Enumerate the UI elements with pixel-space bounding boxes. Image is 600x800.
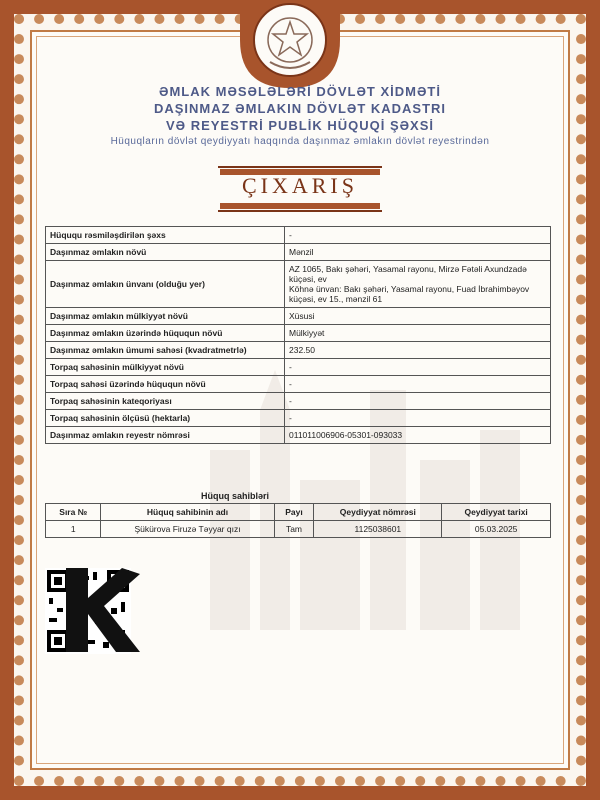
issuer-line-2: DAŞINMAZ ƏMLAKIN DÖVLƏT KADASTRI bbox=[153, 101, 447, 116]
field-label: Daşınmaz əmlakın mülkiyyət növü bbox=[46, 308, 285, 325]
field-value: - bbox=[285, 359, 551, 376]
column-header: Hüquq sahibinin adı bbox=[101, 504, 274, 521]
document-title: ÇIXARIŞ bbox=[241, 173, 358, 198]
registration-number: 1125038601 bbox=[314, 521, 442, 538]
field-label: Daşınmaz əmlakın üzərində hüququn növü bbox=[46, 325, 285, 342]
table-row bbox=[46, 308, 551, 325]
issuer-line-3: VƏ REYESTRİ PUBLİK HÜQUQİ ŞƏXSİ bbox=[165, 118, 435, 133]
owner-name: Şükürova Firuzə Təyyar qızı bbox=[101, 521, 274, 538]
table-row bbox=[46, 393, 551, 410]
field-value: - bbox=[285, 410, 551, 427]
field-value: Xüsusi bbox=[285, 308, 551, 325]
field-label: Torpaq sahəsinin mülkiyyət növü bbox=[46, 359, 285, 376]
table-row bbox=[46, 410, 551, 427]
owner-index: 1 bbox=[46, 521, 101, 538]
table-row bbox=[46, 427, 551, 444]
address-current: AZ 1065, Bakı şəhəri, Yasamal rayonu, Mirzə Fətəli Axundzadə küçəsi, ev bbox=[289, 264, 527, 284]
property-details-table bbox=[45, 226, 551, 444]
column-header: Qeydiyyat tarixi bbox=[442, 504, 551, 521]
column-header: Sıra № bbox=[46, 504, 101, 521]
table-row bbox=[46, 521, 551, 538]
table-row bbox=[46, 342, 551, 359]
table-row bbox=[46, 325, 551, 342]
table-row bbox=[46, 261, 551, 308]
field-label: Daşınmaz əmlakın ünvanı (olduğu yer) bbox=[46, 261, 285, 308]
field-value: - bbox=[285, 376, 551, 393]
address-old: Köhnə ünvan: Bakı şəhəri, Yasamal rayonu, Fuad İbrahimbəyov küçəsi, ev 15., mənzil 61 bbox=[289, 284, 530, 304]
field-label: Daşınmaz əmlakın ümumi sahəsi (kvadratmetrlə) bbox=[46, 342, 285, 359]
issuer-line-1: ƏMLAK MƏSƏLƏLƏRİ DÖVLƏT XİDMƏTİ bbox=[159, 84, 441, 99]
table-header-row bbox=[46, 504, 551, 521]
table-row bbox=[46, 227, 551, 244]
field-value: Mülkiyyət bbox=[285, 325, 551, 342]
state-emblem-icon bbox=[240, 0, 340, 88]
owner-share: Tam bbox=[274, 521, 314, 538]
column-header: Payı bbox=[274, 504, 314, 521]
field-label: Torpaq sahəsinin kateqoriyası bbox=[46, 393, 285, 410]
field-label: Torpaq sahəsi üzərində hüququn növü bbox=[46, 376, 285, 393]
field-label: Daşınmaz əmlakın reyestr nömrəsi bbox=[46, 427, 285, 444]
field-label: Hüququ rəsmiləşdirilən şəxs bbox=[46, 227, 285, 244]
field-value: Mənzil bbox=[285, 244, 551, 261]
field-value: 011011006906-05301-093033 bbox=[285, 427, 551, 444]
issuer-subtitle: Hüquqların dövlət qeydiyyatı haqqında daşınmaz əmlakın dövlət reyestrindən bbox=[110, 136, 490, 147]
field-value: - bbox=[285, 393, 551, 410]
address-cell bbox=[285, 261, 551, 308]
owners-table bbox=[45, 503, 551, 538]
field-label: Daşınmaz əmlakın növü bbox=[46, 244, 285, 261]
owners-heading: Hüquq sahibləri bbox=[200, 491, 269, 501]
field-value: 232.50 bbox=[285, 342, 551, 359]
field-label: Torpaq sahəsinin ölçüsü (hektarla) bbox=[46, 410, 285, 427]
table-row bbox=[46, 376, 551, 393]
redaction-mark bbox=[60, 568, 140, 652]
table-row bbox=[46, 244, 551, 261]
registration-date: 05.03.2025 bbox=[442, 521, 551, 538]
table-row bbox=[46, 359, 551, 376]
column-header: Qeydiyyat nömrəsi bbox=[314, 504, 442, 521]
field-value: - bbox=[285, 227, 551, 244]
